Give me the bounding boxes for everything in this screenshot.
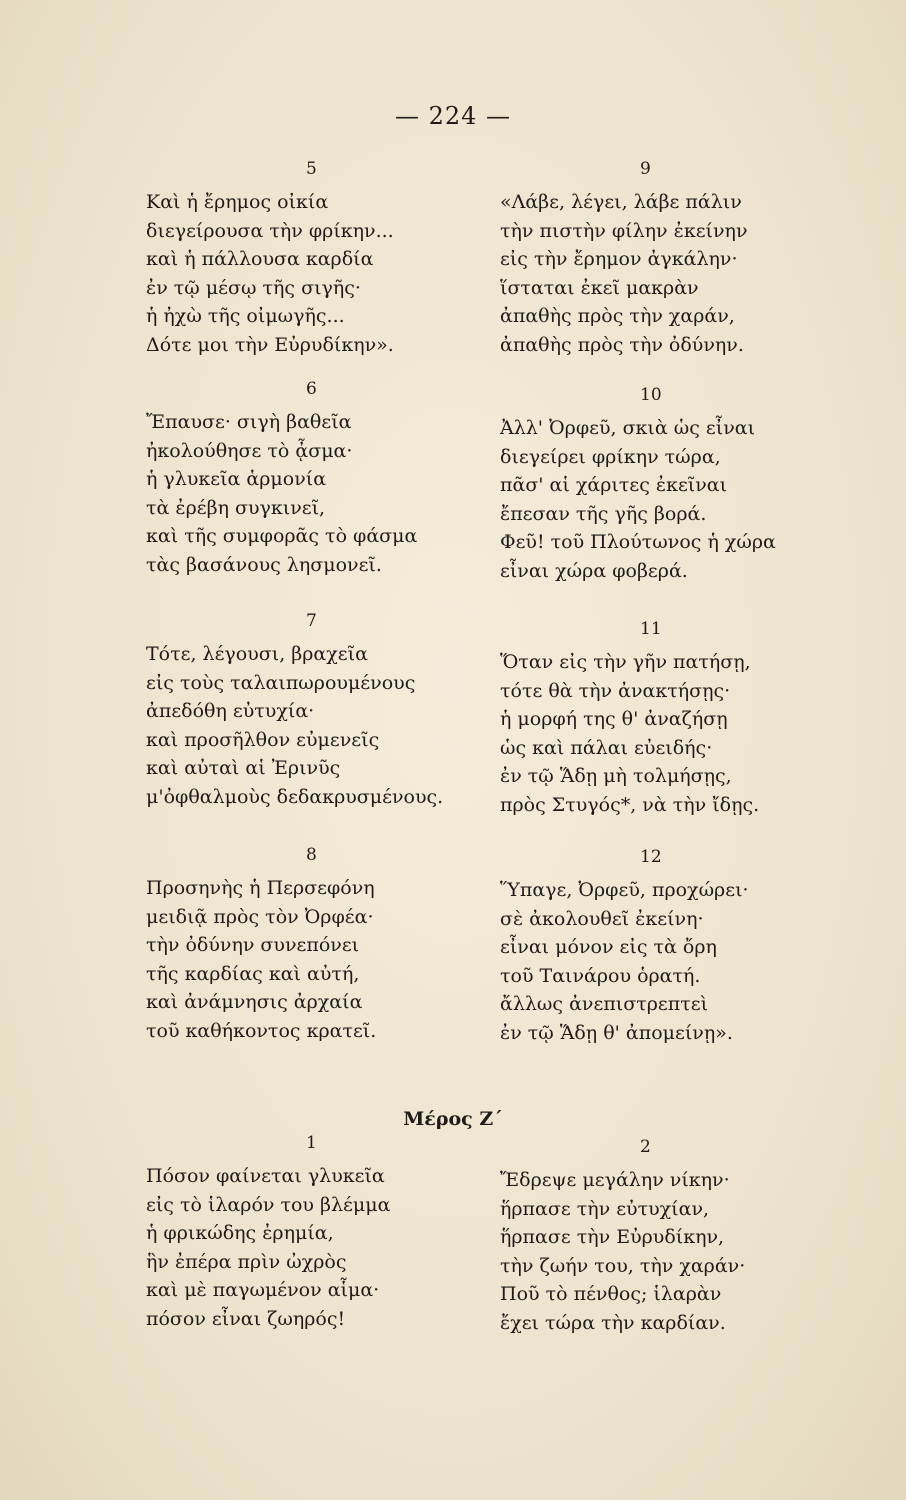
verse-line: ἀπαθὴς πρὸς τὴν χαράν, — [500, 305, 735, 328]
verse-line: τοῦ Ταινάρου ὁρατή. — [500, 964, 701, 987]
verse-line: Ἔπαυσε· σιγὴ βαθεῖα — [146, 411, 352, 433]
stanza-part-1 — [146, 1132, 486, 1334]
verse-line: Τότε, λέγουσι, βραχεῖα — [146, 643, 368, 665]
verse-line: ἐν τῷ μέσῳ τῆς σιγῆς· — [146, 276, 361, 299]
verse-line: τὴν ὀδύνην συνεπόνει — [146, 934, 360, 957]
verse-line: ὡς καὶ πάλαι εὐειδής· — [500, 736, 713, 759]
stanza-number: 10 — [640, 385, 662, 405]
verse-line: καὶ ἡ πάλλουσα καρδία — [146, 248, 374, 271]
verse-line: ἔπεσαν τῆς γῆς βορά. — [500, 502, 707, 525]
verse-line: ἔχει τώρα τὴν καρδίαν. — [500, 1311, 726, 1334]
verse-line: διεγείρει φρίκην τώρα, — [500, 445, 721, 468]
verse-line: Προσηνὴς ἡ Περσεφόνη — [146, 877, 375, 899]
verse-line: μειδιᾷ πρὸς τὸν Ὀρφέα· — [146, 905, 374, 928]
verse-line: εἶναι χώρα φοβερά. — [500, 559, 688, 582]
verse-line: πρὸς Στυγός*, νὰ τὴν ἴδῃς. — [500, 793, 760, 816]
verse-line: ἵσταται ἐκεῖ μακρὰν — [500, 276, 699, 299]
verse-line: πόσον εἶναι ζωηρός! — [146, 1307, 346, 1330]
verse-line: ἡ φρικώδης ἐρημία, — [146, 1222, 334, 1245]
stanza-number: 12 — [640, 847, 662, 867]
verse-line: τῆς καρδίας καὶ αὐτή, — [146, 962, 360, 985]
stanza-6 — [146, 378, 486, 580]
stanza-number: 11 — [640, 619, 662, 639]
verse-line: εἶναι μόνον εἰς τὰ ὄρη — [500, 936, 717, 959]
verse-line: «Λάβε, λέγει, λάβε πάλιν — [500, 191, 742, 213]
verse-line: Καὶ ἡ ἔρημος οἰκία — [146, 191, 329, 213]
verse-line: ἡ γλυκεῖα ἁρμονία — [146, 468, 327, 491]
verse-line: ἠκολούθησε τὸ ᾆσμα· — [146, 439, 353, 462]
verse-line: Ποῦ τὸ πένθος; ἱλαρὰν — [500, 1283, 722, 1306]
verse-line: ἀπαθὴς πρὸς τὴν ὀδύνην. — [500, 333, 744, 356]
verse-line: μ'ὀφθαλμοὺς δεδακρυσμένους. — [146, 785, 444, 808]
stanza-8 — [146, 844, 486, 1046]
verse-line: Ἀλλ' Ὀρφεῦ, σκιὰ ὡς εἶναι — [500, 417, 756, 439]
verse-line: τὰ ἐρέβη συγκινεῖ, — [146, 496, 326, 519]
verse-line: σὲ ἀκολουθεῖ ἐκείνη· — [500, 907, 704, 930]
stanza-5 — [146, 158, 486, 360]
verse-line: καὶ αὐταὶ αἱ Ἐρινῦς — [146, 757, 341, 780]
stanza-12 — [500, 846, 840, 1048]
verse-line: διεγείρουσα τὴν φρίκην... — [146, 219, 394, 242]
verse-line: ἐν τῷ Ἅδῃ μὴ τολμήσῃς, — [500, 765, 732, 788]
stanza-number: 7 — [306, 611, 317, 631]
verse-line: Ὅταν εἰς τὴν γῆν πατήσῃ, — [500, 651, 751, 673]
stanza-number: 6 — [306, 379, 317, 399]
verse-line: τὰς βασάνους λησμονεῖ. — [146, 553, 382, 576]
verse-line: Ὕπαγε, Ὀρφεῦ, προχώρει· — [500, 879, 749, 901]
page-number: — 224 — — [394, 102, 512, 130]
verse-line: τὴν πιστὴν φίλην ἐκείνην — [500, 219, 748, 242]
verse-line: ἐν τῷ Ἅδῃ θ' ἀπομείνῃ». — [500, 1021, 733, 1044]
verse-line: εἰς τὸ ἱλαρόν του βλέμμα — [146, 1193, 391, 1216]
verse-line: τοῦ καθήκοντος κρατεῖ. — [146, 1019, 377, 1042]
verse-line: ἄλλως ἀνεπιστρεπτεὶ — [500, 993, 709, 1016]
stanza-number: 8 — [306, 845, 317, 865]
stanza-number: 9 — [640, 159, 651, 179]
part-heading: Μέρος Ζ΄ — [403, 1108, 503, 1130]
verse-line: εἰς τὴν ἔρημον ἀγκάλην· — [500, 248, 738, 271]
verse-line: τὴν ζωήν του, τὴν χαράν· — [500, 1254, 746, 1277]
stanza-10 — [500, 384, 840, 586]
verse-line: καὶ μὲ παγωμένον αἷμα· — [146, 1279, 380, 1302]
stanza-7 — [146, 610, 486, 812]
verse-line: ἥρπασε τὴν εὐτυχίαν, — [500, 1197, 710, 1220]
verse-line: ἡ μορφή της θ' ἀναζήσῃ — [500, 708, 728, 731]
verse-line: ἡ ἠχὼ τῆς οἰμωγῆς... — [146, 305, 345, 328]
verse-line: καὶ προσῆλθον εὐμενεῖς — [146, 728, 380, 751]
verse-line: ἥρπασε τὴν Εὐρυδίκην, — [500, 1226, 725, 1249]
stanza-number: 5 — [306, 159, 317, 179]
verse-line: καὶ ἀνάμνησις ἀρχαία — [146, 991, 363, 1014]
verse-line: ἣν ἐπέρα πρὶν ὠχρὸς — [146, 1250, 347, 1273]
verse-line: ἀπεδόθη εὐτυχία· — [146, 700, 315, 723]
stanza-number: 2 — [640, 1137, 651, 1157]
verse-line: Ἔδρεψε μεγάλην νίκην· — [500, 1169, 730, 1191]
verse-line: καὶ τῆς συμφορᾶς τὸ φάσμα — [146, 525, 418, 548]
verse-line: Φεῦ! τοῦ Πλούτωνος ἡ χώρα — [500, 531, 776, 554]
verse-line: τότε θὰ τὴν ἀνακτήσῃς· — [500, 679, 731, 702]
verse-line: πᾶσ' αἱ χάριτες ἐκεῖναι — [500, 474, 728, 497]
verse-line: Δότε μοι τὴν Εὐρυδίκην». — [146, 333, 394, 356]
stanza-part-2 — [500, 1136, 840, 1338]
verse-line: εἰς τοὺς ταλαιπωρουμένους — [146, 671, 416, 694]
stanza-11 — [500, 618, 840, 820]
stanza-9 — [500, 158, 840, 360]
verse-line: Πόσον φαίνεται γλυκεῖα — [146, 1165, 385, 1187]
stanza-number: 1 — [306, 1133, 317, 1153]
